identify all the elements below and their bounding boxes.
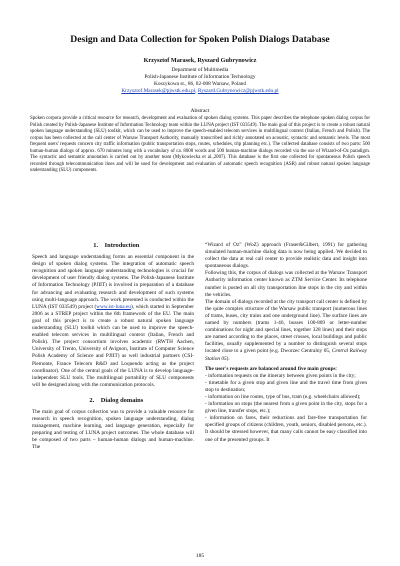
paper-title: Design and Data Collection for Spoken Polish Dialogs Database: [70, 34, 330, 45]
bold-text: The user's requests are balanced around five main groups: [205, 365, 336, 372]
italic-text: Central Railway Station 05: [205, 348, 367, 362]
affiliation-line: Polish-Japanese Institute of Information Technology: [144, 74, 256, 80]
section-title: Dialog domains: [100, 396, 144, 404]
paragraph-woz: “Wizard of Oz” (WoZ) approach (Fraser&Gilbert, 1991) for gathering simulated human-machine dialog data is now being applied. We decided to collect the data at real call center to provide realistic data and insight into spontaneous dialogs.: [205, 242, 367, 270]
paragraph-text: :: [335, 365, 338, 372]
paragraph-corpus: Following this, the corpus of dialogs was collected at the Warsaw Transport Authority information center known as ZTM Service Center. Its telephone number is posted on all city transportation line stops in the city and within the vehicles.: [205, 270, 367, 298]
author-list: Krzysztof Marasek, Ryszard Gubrynowicz: [143, 57, 257, 64]
section-heading-dialog-domains: [32, 397, 194, 404]
page-number: 185: [195, 553, 205, 559]
paragraph-request-groups: [205, 366, 367, 373]
section-heading-introduction: [32, 242, 194, 249]
paragraph-domain: [205, 299, 367, 363]
list-item: - timetable for a given stop and given line and the travel time from given stop to destination;: [205, 379, 367, 393]
list-item: - information on fares, their reductions and fare-free transportation for specified groups of citizens (children, youth, seniors, disabled persons, etc.).: [205, 415, 367, 429]
paragraph-dialog-domains: The main goal of corpus collection was to provide a valuable resource for research in speech recognition, spoken language understanding, dialog management, machine learning, and language generation, especially for preparing and testing of LUNA project outcomes. The whole database will be composed of two parts – human-human dialogs and human-machine. The: [32, 408, 194, 451]
paragraph-classification: It should be stressed however, that many calls cannot be easy classified into one of the presented groups. It: [205, 429, 367, 443]
paragraph-text: The domain of dialogs recorded at the city transport call center is defined by the quite complex structure of the Warsaw public transport (numerous lines of trams, buses, city trains and one underground line). The surface lines are named by numbers (trams 1-46, busses 100-809 or letter-number combinations for night and special lines, together 328 lines) and their stops are named according to the places, street crosses, local buildings and public facilities, usually supplemented by a number to distinguish several stops located close to a given point (e.g. Dworzec Centralny 05,: [205, 298, 367, 355]
section-number: 1.: [93, 242, 99, 249]
affiliation-line: Koszykowa st., 86, 02-008 Warsaw, Poland: [154, 81, 246, 87]
section-number: 2.: [89, 396, 95, 404]
list-item: - information requests on the itinerary between given points in the city;: [205, 372, 356, 379]
section-title: Introduction: [104, 242, 140, 249]
abstract-text: Spoken corpora provide a critical resource for research, development and evaluation of spoken dialog systems. This paper describes the telephone spoken dialog corpus for Polish created by Polish-Japanese Institute of Information Technology team within the LUNA project (IST 033549). The main goal of this project is to create a robust natural spoken language understanding (SLU) toolkit, which can be used to improve the speech-enabled telecom services in multilingual context (Italian, French and Polish). The corpus has been collected at the call center of Warsaw Transport Authority, manually transcribed and richly annotated on acoustic, syntactic and semantic levels. The most frequent users' requests concern city traffic information (public transportation stops, routes, schedules, trip planning etc.). The collected database consists of two parts: 500 human-human dialogs of approx. 670 minutes long with a vocabulary of ca. 8000 words and 500 human-machine dialogs recorded via the use of Wizard-of-Oz paradigm. The syntactic and semantic annotation is carried out by another team (Mykowiecka et al.,2007). This database is the first one collected for spontaneous Polish speech recorded through telecommunication lines and will be used for development and evaluation of automatic speech recognition (ASR) and robust natural spoken language understanding (SLU) components.: [30, 116, 370, 173]
paragraph-text: ).: [226, 355, 230, 362]
affiliation-line: Department of Multimedia: [171, 67, 229, 73]
abstract-heading: Abstract: [190, 108, 210, 114]
email-link-gubrynowicz[interactable]: Ryszard.Gubrynowicz@pjwstk.edu.pl: [197, 88, 279, 94]
paragraph-introduction: [32, 254, 194, 389]
author-emails: Krzysztof.Marasek@pjwstk.edu.pl, Ryszard.Gubrynowicz@pjwstk.edu.pl: [121, 88, 279, 94]
paragraph-text: ), which started in September 2006 as a STREP project within the 6th framework of the EU. The main goal of this project is to create a robust natural spoken language understanding (SLU) toolkit which can be used to improve the speech-enabled telecom services in multilingual context (Italian, French and Polish). The project consortium involves academic (RWTH Aachen, University of Trento, University of Avignon, Institute of Computer Science Polish Academy of Science and PJIIT) as well industrial partners (CSI-Piemonte, France Telecom R&D and Loquendo acting as the project coordinator). One of the central goals of the LUNA is to develop language-independent SLU tools. The multilingual portability of SLU components will be designed along with the communication protocols.: [32, 303, 194, 388]
paragraph-text: Speech and language understanding forms an essential component in the design of spoken dialog systems. The integration of automatic speech recognition and spoken language understanding technologies is crucial for development of user friendly dialog systems. The Polish-Japanese Institute of Information Technology (PJIIT) is involved in preparation of a database for advancing and evaluating research and development of such systems using multi-language approach. The work presented is conducted within the LUNA (IST 033549) project (: [32, 254, 194, 310]
right-column: [205, 242, 367, 444]
list-item: - information on stops (the nearest from a given point in the city, stops for a given line, transfer stops, etc.);: [205, 401, 367, 415]
left-column: [32, 242, 194, 452]
email-link-marasek[interactable]: Krzysztof.Marasek@pjwstk.edu.pl: [121, 88, 196, 94]
list-item: - information on line routes, type of bus, tram (e.g. wheelchairs allowed);: [205, 393, 361, 400]
project-website-link[interactable]: www.ist-luna.eu: [96, 303, 131, 310]
